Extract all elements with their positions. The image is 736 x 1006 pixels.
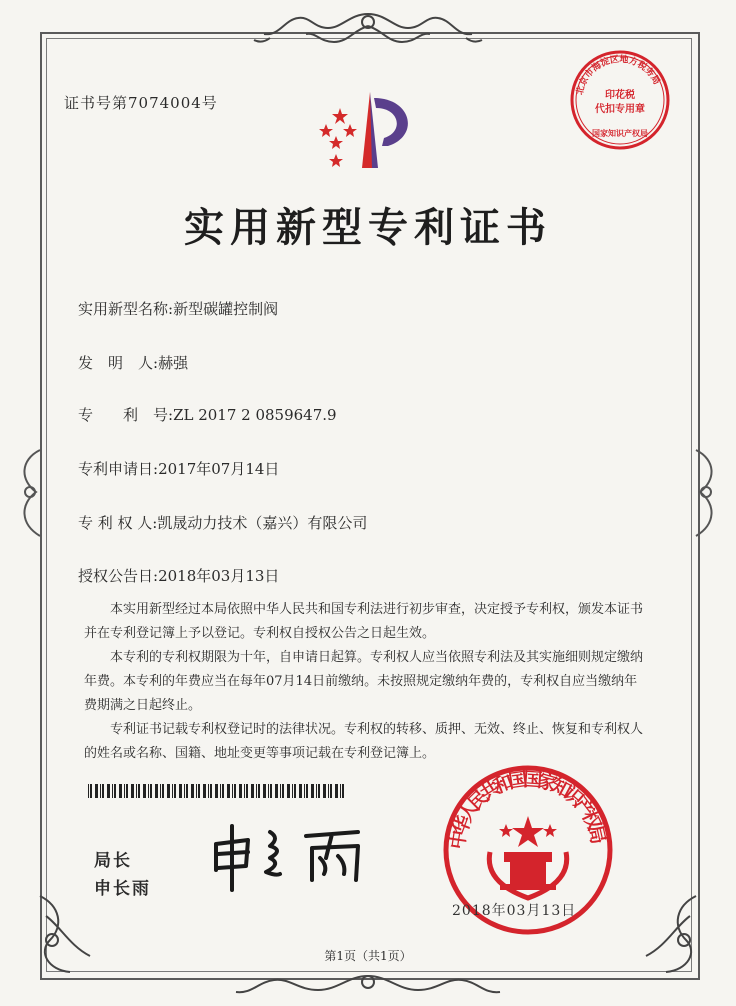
field-application-date [78,458,279,479]
corner-ornament-bottom-right-icon [636,886,706,982]
field-value: 赫强 [158,354,189,372]
field-patent-number [78,404,337,425]
tax-stamp-ring: 北京市海淀区地方税务局 [575,54,662,96]
tax-stamp-bottom: 国家知识产权局 [592,129,648,138]
seal-ring-text: 中华人民共和国国家知识产权局 [446,768,610,851]
signatory-name: 申长雨 [94,879,151,899]
signatory-role: 局长 [94,851,132,871]
top-ornament-icon [250,8,486,54]
paragraph-record: 专利证书记载专利权登记时的法律状况。专利权的转移、质押、无效、终止、恢复和专利权人的姓名或名称、国籍、地址变更等事项记载在专利登记簿上。 [84,722,644,761]
field-grant-date [78,565,279,586]
field-value: ZL 2017 2 0859647.9 [173,406,337,424]
field-label: 授权公告日: [78,567,159,585]
field-label: 发 明 人: [78,354,159,372]
field-label: 专 利 号: [78,406,174,424]
certificate-number: 证书号第7074004号 [64,94,218,112]
seal-date: 2018年03月13日 [452,903,577,919]
field-label: 专 利 权 人: [78,514,158,532]
tax-stamp-icon [568,48,672,152]
left-ornament-icon [6,440,46,560]
patent-office-logo-icon [312,88,424,176]
certificate-title: 实用新型专利证书 [184,204,552,251]
tax-stamp-line1: 印花税 [605,90,635,101]
paragraph-grant: 本实用新型经过本局依照中华人民共和国专利法进行初步审查，决定授予专利权，颁发本证书并在专利登记簿上予以登记。专利权自授权公告之日起生效。 [84,602,644,641]
field-utility-model-name [78,298,278,319]
bottom-ornament-icon [230,968,506,1000]
field-label: 实用新型名称: [78,300,174,318]
barcode-icon [88,784,348,798]
handwritten-signature-icon [208,818,378,894]
page-number: 第1页（共1页） [324,949,412,963]
right-ornament-icon [690,440,730,560]
field-value: 2017年07月14日 [158,460,280,478]
field-value: 新型碳罐控制阀 [173,300,279,318]
paragraph-term: 本专利的专利权期限为十年，自申请日起算。专利权人应当依照专利法及其实施细则规定缴纳年费。本专利的年费应当在每年07月14日前缴纳。未按照规定缴纳年费的，专利权自应当缴纳年费期满之日起终止。 [84,650,644,713]
field-label: 专利申请日: [78,460,159,478]
corner-ornament-bottom-left-icon [30,886,100,982]
tax-stamp-line2: 代扣专用章 [595,104,645,115]
field-value: 2018年03月13日 [158,567,280,585]
field-value: 凯晟动力技术（嘉兴）有限公司 [157,514,368,532]
field-inventor [78,352,188,373]
field-patentee [78,512,367,533]
